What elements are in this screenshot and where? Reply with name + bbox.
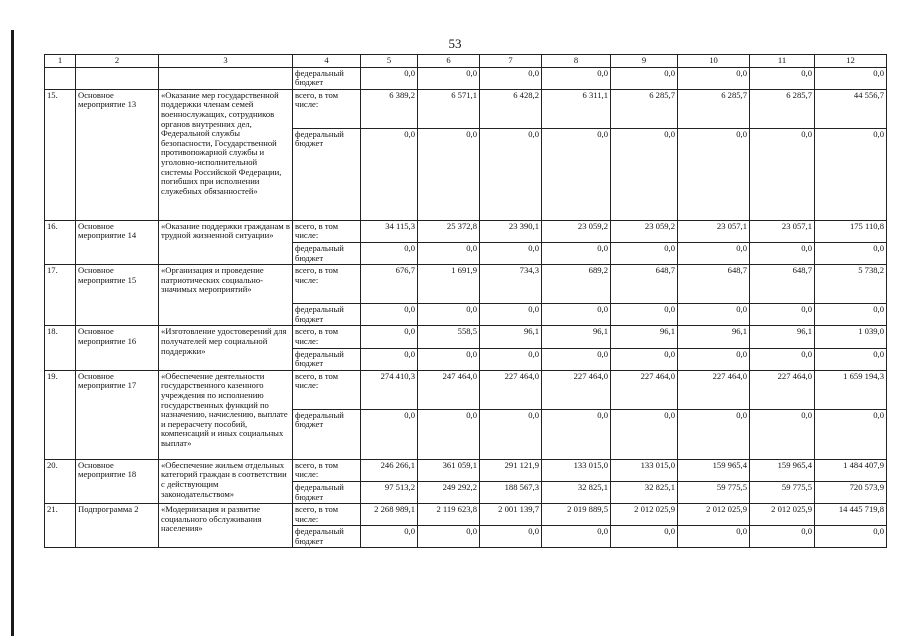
- value-cell: 0,0: [678, 409, 750, 459]
- value-cell: 0,0: [361, 304, 418, 326]
- value-cell: 227 464,0: [678, 370, 750, 409]
- value-cell: 2 012 025,9: [611, 504, 678, 526]
- scan-edge-bar: [11, 30, 14, 636]
- value-cell: 246 266,1: [361, 459, 418, 481]
- value-cell: 0,0: [750, 348, 815, 370]
- value-cell: 0,0: [418, 128, 480, 220]
- value-cell: 0,0: [815, 128, 887, 220]
- column-header-6: 6: [418, 55, 480, 68]
- value-cell: 0,0: [542, 128, 611, 220]
- column-header-10: 10: [678, 55, 750, 68]
- value-cell: 720 573,9: [815, 481, 887, 503]
- table-row: [45, 370, 887, 409]
- value-cell: 0,0: [361, 326, 418, 348]
- value-cell: 0,0: [678, 128, 750, 220]
- value-cell: 0,0: [361, 242, 418, 264]
- value-cell: 0,0: [611, 67, 678, 89]
- funding-source: всего, в том числе:: [293, 265, 361, 304]
- value-cell: 96,1: [750, 326, 815, 348]
- column-header-2: 2: [76, 55, 159, 68]
- value-cell: 6 571,1: [418, 89, 480, 128]
- value-cell: 227 464,0: [480, 370, 542, 409]
- budget-table: [44, 54, 887, 548]
- value-cell: 0,0: [542, 304, 611, 326]
- value-cell: 734,3: [480, 265, 542, 304]
- row-number: 18.: [45, 326, 76, 370]
- value-cell: 2 019 889,5: [542, 504, 611, 526]
- column-header-1: 1: [45, 55, 76, 68]
- value-cell: 0,0: [418, 304, 480, 326]
- value-cell: 0,0: [611, 304, 678, 326]
- value-cell: 0,0: [815, 526, 887, 548]
- value-cell: 0,0: [542, 409, 611, 459]
- value-cell: 0,0: [678, 348, 750, 370]
- column-header-4: 4: [293, 55, 361, 68]
- value-cell: 0,0: [750, 526, 815, 548]
- value-cell: 23 059,2: [611, 220, 678, 242]
- value-cell: 0,0: [750, 242, 815, 264]
- value-cell: 32 825,1: [611, 481, 678, 503]
- value-cell: 2 012 025,9: [750, 504, 815, 526]
- table-row: [45, 265, 887, 304]
- value-cell: 0,0: [750, 67, 815, 89]
- column-header-5: 5: [361, 55, 418, 68]
- column-header-8: 8: [542, 55, 611, 68]
- value-cell: 34 115,3: [361, 220, 418, 242]
- value-cell: 0,0: [418, 526, 480, 548]
- value-cell: 96,1: [678, 326, 750, 348]
- value-cell: 648,7: [611, 265, 678, 304]
- header-row: [45, 55, 887, 68]
- value-cell: 0,0: [611, 526, 678, 548]
- value-cell: 0,0: [480, 526, 542, 548]
- value-cell: 1 691,9: [418, 265, 480, 304]
- value-cell: 0,0: [480, 67, 542, 89]
- row-name: «Обеспечение жильем отдельных категорий граждан в соответствии с действующим законодательством»: [159, 459, 293, 503]
- value-cell: 2 119 623,8: [418, 504, 480, 526]
- value-cell: 6 285,7: [678, 89, 750, 128]
- value-cell: 6 285,7: [611, 89, 678, 128]
- row-name: «Обеспечение деятельности государственного казенного учреждения по исполнению государственных функций по назначению, начислению, выплате и перерасчету пособий, компенсаций и иных социальных выплат»: [159, 370, 293, 459]
- value-cell: 0,0: [542, 242, 611, 264]
- row-type: Основное мероприятие 16: [76, 326, 159, 370]
- value-cell: 6 389,2: [361, 89, 418, 128]
- value-cell: 23 059,2: [542, 220, 611, 242]
- value-cell: 0,0: [611, 409, 678, 459]
- funding-source: всего, в том числе:: [293, 459, 361, 481]
- value-cell: 0,0: [480, 348, 542, 370]
- value-cell: 0,0: [542, 526, 611, 548]
- value-cell: 227 464,0: [611, 370, 678, 409]
- value-cell: 0,0: [361, 128, 418, 220]
- value-cell: 0,0: [678, 67, 750, 89]
- table-row: [45, 67, 887, 89]
- row-type: Основное мероприятие 14: [76, 220, 159, 264]
- row-type: Подпрограмма 2: [76, 504, 159, 548]
- value-cell: 0,0: [361, 348, 418, 370]
- funding-source: федеральный бюджет: [293, 526, 361, 548]
- value-cell: 6 311,1: [542, 89, 611, 128]
- value-cell: 0,0: [815, 348, 887, 370]
- value-cell: 249 292,2: [418, 481, 480, 503]
- funding-source: федеральный бюджет: [293, 409, 361, 459]
- row-type: [76, 67, 159, 89]
- row-name: «Организация и проведение патриотических социально-значимых мероприятий»: [159, 265, 293, 326]
- value-cell: 59 775,5: [750, 481, 815, 503]
- funding-source: всего, в том числе:: [293, 504, 361, 526]
- row-number: 16.: [45, 220, 76, 264]
- value-cell: 97 513,2: [361, 481, 418, 503]
- funding-source: всего, в том числе:: [293, 370, 361, 409]
- value-cell: 0,0: [815, 242, 887, 264]
- row-type: Основное мероприятие 13: [76, 89, 159, 220]
- value-cell: 227 464,0: [542, 370, 611, 409]
- value-cell: 23 390,1: [480, 220, 542, 242]
- value-cell: 25 372,8: [418, 220, 480, 242]
- value-cell: 0,0: [750, 304, 815, 326]
- value-cell: 0,0: [418, 348, 480, 370]
- value-cell: 689,2: [542, 265, 611, 304]
- row-number: 21.: [45, 504, 76, 548]
- funding-source: федеральный бюджет: [293, 242, 361, 264]
- column-header-12: 12: [815, 55, 887, 68]
- value-cell: 23 057,1: [678, 220, 750, 242]
- row-name: «Изготовление удостоверений для получателей мер социальной поддержки»: [159, 326, 293, 370]
- value-cell: 0,0: [678, 304, 750, 326]
- row-name: «Оказание поддержки гражданам в трудной жизненной ситуации»: [159, 220, 293, 264]
- value-cell: 676,7: [361, 265, 418, 304]
- table-row: [45, 89, 887, 128]
- value-cell: 0,0: [750, 128, 815, 220]
- value-cell: 0,0: [361, 409, 418, 459]
- value-cell: 1 484 407,9: [815, 459, 887, 481]
- value-cell: 5 738,2: [815, 265, 887, 304]
- value-cell: 0,0: [361, 526, 418, 548]
- row-name: [159, 67, 293, 89]
- page-number: 53: [448, 36, 462, 51]
- funding-source: всего, в том числе:: [293, 220, 361, 242]
- value-cell: 0,0: [750, 409, 815, 459]
- table-row: [45, 220, 887, 242]
- value-cell: 0,0: [542, 67, 611, 89]
- value-cell: 0,0: [418, 242, 480, 264]
- value-cell: 6 285,7: [750, 89, 815, 128]
- funding-source: федеральный бюджет: [293, 481, 361, 503]
- value-cell: 0,0: [678, 242, 750, 264]
- value-cell: 0,0: [678, 526, 750, 548]
- value-cell: 44 556,7: [815, 89, 887, 128]
- value-cell: 274 410,3: [361, 370, 418, 409]
- value-cell: 0,0: [480, 409, 542, 459]
- value-cell: 2 001 139,7: [480, 504, 542, 526]
- row-number: 20.: [45, 459, 76, 503]
- column-header-11: 11: [750, 55, 815, 68]
- value-cell: 247 464,0: [418, 370, 480, 409]
- value-cell: 2 268 989,1: [361, 504, 418, 526]
- value-cell: 0,0: [418, 67, 480, 89]
- row-number: 17.: [45, 265, 76, 326]
- value-cell: 558,5: [418, 326, 480, 348]
- value-cell: 59 775,5: [678, 481, 750, 503]
- value-cell: 227 464,0: [750, 370, 815, 409]
- value-cell: 0,0: [611, 348, 678, 370]
- row-name: «Оказание мер государственной поддержки членам семей военнослужащих, сотрудников органов внутренних дел, Федеральной службы безопасности, Государственной противопожарной службы и уголовно-исполнительной системы Российской Федерации, погибших при исполнении служебных обязанностей»: [159, 89, 293, 220]
- value-cell: 133 015,0: [542, 459, 611, 481]
- value-cell: 648,7: [750, 265, 815, 304]
- funding-source: всего, в том числе:: [293, 89, 361, 128]
- value-cell: 2 012 025,9: [678, 504, 750, 526]
- table-row: [45, 326, 887, 348]
- column-header-3: 3: [159, 55, 293, 68]
- value-cell: 648,7: [678, 265, 750, 304]
- value-cell: 0,0: [480, 304, 542, 326]
- value-cell: 0,0: [611, 128, 678, 220]
- value-cell: 361 059,1: [418, 459, 480, 481]
- row-type: Основное мероприятие 18: [76, 459, 159, 503]
- row-type: Основное мероприятие 15: [76, 265, 159, 326]
- value-cell: 0,0: [542, 348, 611, 370]
- value-cell: 23 057,1: [750, 220, 815, 242]
- value-cell: 188 567,3: [480, 481, 542, 503]
- value-cell: 0,0: [361, 67, 418, 89]
- value-cell: 32 825,1: [542, 481, 611, 503]
- funding-source: федеральный бюджет: [293, 348, 361, 370]
- value-cell: 1 039,0: [815, 326, 887, 348]
- value-cell: 0,0: [418, 409, 480, 459]
- table-row: [45, 504, 887, 526]
- row-number: 15.: [45, 89, 76, 220]
- value-cell: 159 965,4: [678, 459, 750, 481]
- value-cell: 0,0: [611, 242, 678, 264]
- value-cell: 1 659 194,3: [815, 370, 887, 409]
- value-cell: 175 110,8: [815, 220, 887, 242]
- value-cell: 0,0: [815, 304, 887, 326]
- funding-source: федеральный бюджет: [293, 304, 361, 326]
- funding-source: федеральный бюджет: [293, 67, 361, 89]
- funding-source: всего, в том числе:: [293, 326, 361, 348]
- row-number: [45, 67, 76, 89]
- value-cell: 96,1: [611, 326, 678, 348]
- value-cell: 0,0: [480, 242, 542, 264]
- funding-source: федеральный бюджет: [293, 128, 361, 220]
- table-row: [45, 459, 887, 481]
- row-number: 19.: [45, 370, 76, 459]
- value-cell: 14 445 719,8: [815, 504, 887, 526]
- row-name: «Модернизация и развитие социального обслуживания населения»: [159, 504, 293, 548]
- value-cell: 96,1: [480, 326, 542, 348]
- value-cell: 6 428,2: [480, 89, 542, 128]
- value-cell: 0,0: [480, 128, 542, 220]
- value-cell: 0,0: [815, 67, 887, 89]
- row-type: Основное мероприятие 17: [76, 370, 159, 459]
- column-header-7: 7: [480, 55, 542, 68]
- value-cell: 159 965,4: [750, 459, 815, 481]
- value-cell: 291 121,9: [480, 459, 542, 481]
- column-header-9: 9: [611, 55, 678, 68]
- value-cell: 96,1: [542, 326, 611, 348]
- value-cell: 0,0: [815, 409, 887, 459]
- value-cell: 133 015,0: [611, 459, 678, 481]
